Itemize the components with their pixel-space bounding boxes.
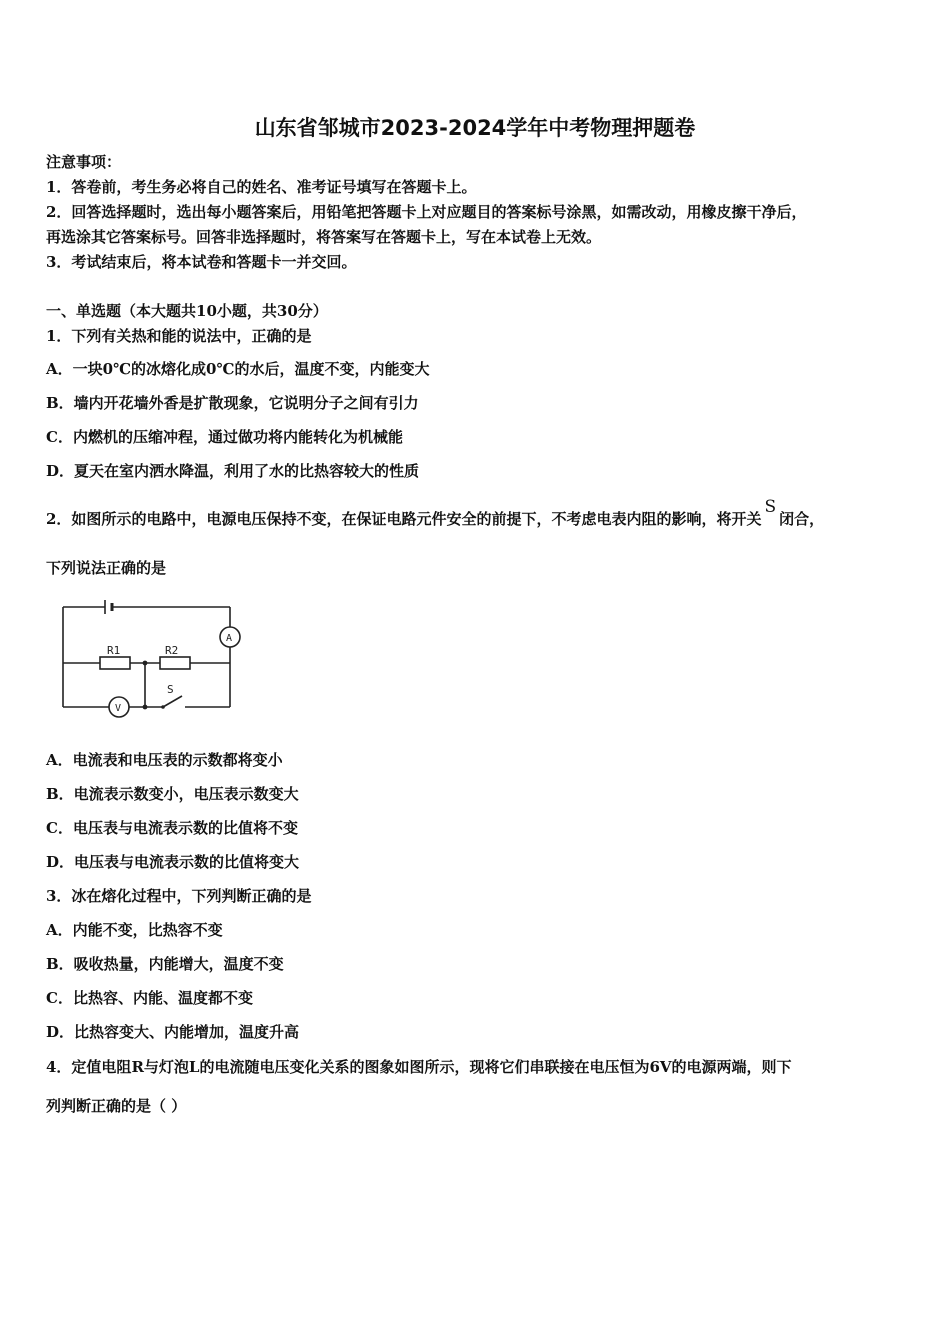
q1-option-c: C．内燃机的压缩冲程，通过做功将内能转化为机械能 xyxy=(46,428,403,446)
q3-option-a: A．内能不变，比热容不变 xyxy=(46,921,223,939)
circuit-diagram xyxy=(55,592,250,720)
q1-option-d: D．夏天在室内洒水降温，利用了水的比热容较大的性质 xyxy=(46,462,420,480)
notice-item-2: 2．回答选择题时，选出每小题答案后，用铅笔把答题卡上对应题目的答案标号涂黑，如需改动，用橡皮擦干净后， xyxy=(46,203,807,221)
junction-dot-bottom xyxy=(143,705,148,710)
section-heading: 一、单选题（本大题共10小题，共30分） xyxy=(46,302,328,320)
q2-stem xyxy=(46,497,825,530)
q2-option-b: B．电流表示数变小，电压表示数变大 xyxy=(46,785,299,803)
switch-pivot xyxy=(161,705,165,709)
resistor-r2 xyxy=(160,657,190,669)
label-ammeter: A xyxy=(226,633,233,644)
q1-stem: 1．下列有关热和能的说法中，正确的是 xyxy=(46,327,312,345)
junction-dot-top xyxy=(143,661,148,666)
q3-option-c: C．比热容、内能、温度都不变 xyxy=(46,989,253,1007)
q1-option-a: A．一块0℃的冰熔化成0℃的水后，温度不变，内能变大 xyxy=(46,360,430,378)
q2-switch-symbol: S xyxy=(764,497,777,517)
q2-stem-line2: 下列说法正确的是 xyxy=(46,559,167,577)
q4-stem-line1: 4．定值电阻R与灯泡L的电流随电压变化关系的图象如图所示，现将它们串联接在电压恒为6V的电源两端，则下 xyxy=(46,1058,792,1076)
q4-stem-line2: 列判断正确的是（ ） xyxy=(46,1097,187,1115)
q3-option-d: D．比热容变大、内能增加，温度升高 xyxy=(46,1023,300,1041)
label-r2: R2 xyxy=(165,644,179,657)
exam-title: 山东省邹城市2023-2024学年中考物理押题卷 xyxy=(254,116,696,140)
label-voltmeter: V xyxy=(115,703,122,714)
notice-item-3: 3．考试结束后，将本试卷和答题卡一并交回。 xyxy=(46,253,357,271)
q2-option-d: D．电压表与电流表示数的比值将变大 xyxy=(46,853,300,871)
label-r1: R1 xyxy=(107,644,121,657)
notice-item-1: 1．答卷前，考生务必将自己的姓名、准考证号填写在答题卡上。 xyxy=(46,178,477,196)
q3-stem: 3．冰在熔化过程中，下列判断正确的是 xyxy=(46,887,312,905)
q1-option-b: B．墙内开花墙外香是扩散现象，它说明分子之间有引力 xyxy=(46,394,419,412)
notice-heading: 注意事项： xyxy=(46,153,122,171)
q2-option-c: C．电压表与电流表示数的比值将不变 xyxy=(46,819,298,837)
q3-option-b: B．吸收热量，内能增大，温度不变 xyxy=(46,955,284,973)
q2-stem-part2: 闭合， xyxy=(779,510,825,528)
switch-blade xyxy=(163,696,182,707)
resistor-r1 xyxy=(100,657,130,669)
q2-stem-part1: 2．如图所示的电路中，电源电压保持不变，在保证电路元件安全的前提下，不考虑电表内阻的影响，将开关 xyxy=(46,510,762,528)
label-switch: S xyxy=(167,683,174,696)
notice-item-2-cont: 再选涂其它答案标号。回答非选择题时，将答案写在答题卡上，写在本试卷上无效。 xyxy=(46,228,602,246)
q2-option-a: A．电流表和电压表的示数都将变小 xyxy=(46,751,283,769)
